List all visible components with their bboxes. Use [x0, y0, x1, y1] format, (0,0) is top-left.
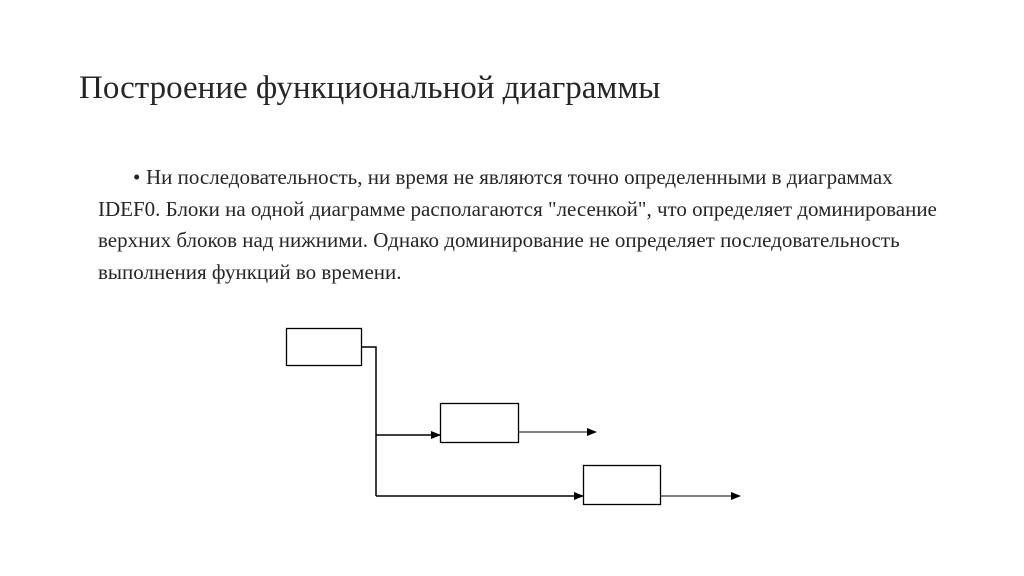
- function-block-2: [441, 404, 519, 443]
- function-block-1: [287, 329, 362, 366]
- slide-title: Построение функциональной диаграммы: [79, 70, 661, 106]
- block-1-output-connector: [362, 347, 376, 496]
- bullet-icon: •: [133, 165, 141, 189]
- function-block-3: [584, 466, 661, 505]
- paragraph-text: Ни последовательность, ни время не являются точно определенными в диаграммах IDEF0. Блоки на одной диаграмме располагаются "лесенкой", что определяет доминирование верхних блоков над нижними. Однако доминирование не определяет последовательность выполнения функций во времени.: [98, 165, 937, 284]
